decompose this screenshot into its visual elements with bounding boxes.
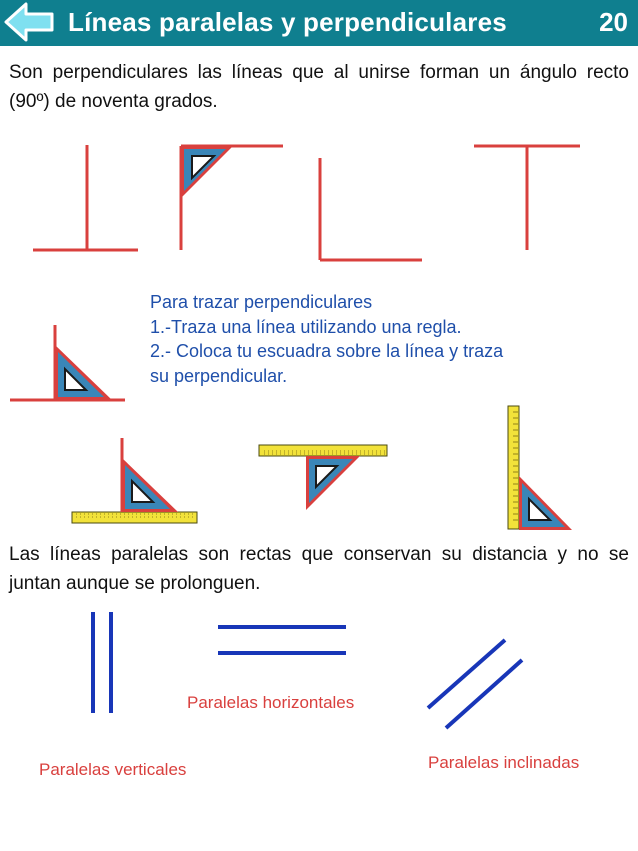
perpendicular-definition: Son perpendiculares las líneas que al unirse forman un ángulo recto (90º) de noventa grados. — [9, 62, 629, 112]
caption-vertical: Paralelas verticales — [39, 760, 187, 779]
caption-inclined: Paralelas inclinadas — [428, 753, 580, 772]
instruction-line: su perpendicular. — [150, 365, 288, 386]
instruction-line: 1.-Traza una línea utilizando una regla. — [150, 316, 462, 337]
parallel-inclined-line — [428, 640, 505, 708]
parallel-definition: Las líneas paralelas son rectas que conservan su distancia y no se juntan aunque se prolonguen. — [9, 544, 629, 594]
caption-horizontal: Paralelas horizontales — [187, 693, 355, 712]
page-number: 20 — [599, 7, 628, 37]
page-title: Líneas paralelas y perpendiculares — [68, 7, 507, 37]
instruction-line: 2.- Coloca tu escuadra sobre la línea y traza — [150, 341, 504, 361]
instruction-line: Para trazar perpendiculares — [150, 292, 373, 312]
parallel-inclined-line — [446, 660, 522, 728]
